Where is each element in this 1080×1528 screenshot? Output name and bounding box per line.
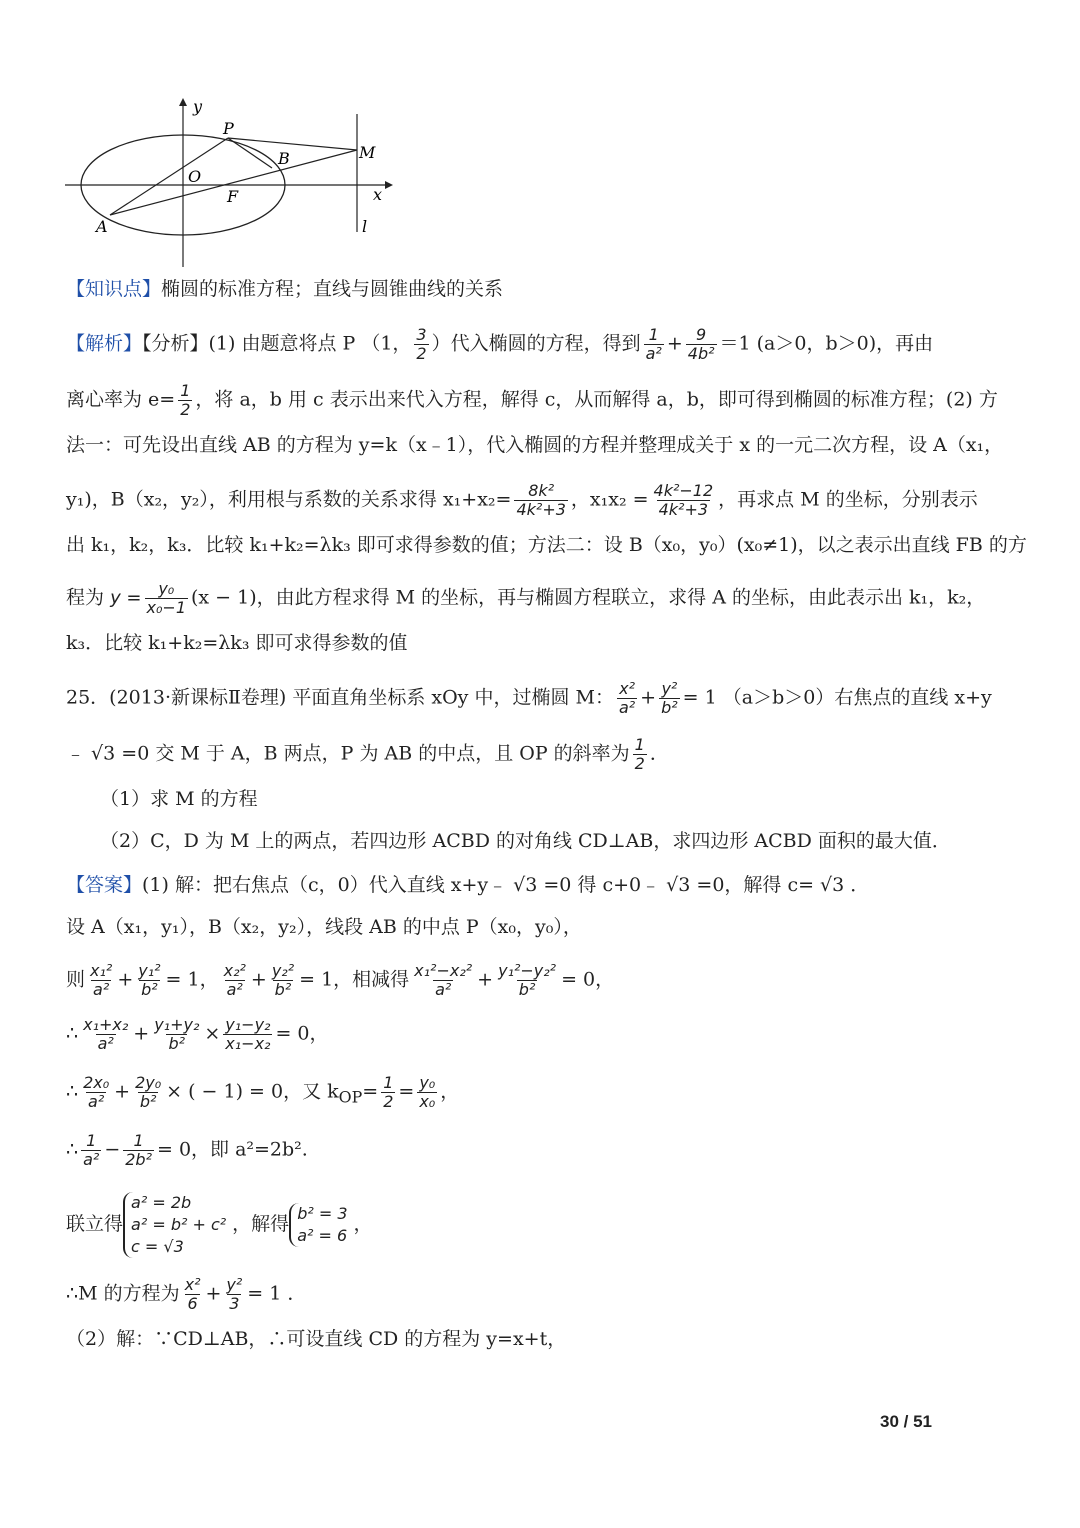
text-run: ， (353, 1213, 373, 1235)
answer-line-2: 设 A（x₁，y₁），B（x₂，y₂），线段 AB 的中点 P（x₀，y₀）， (66, 916, 582, 938)
page-number: 30 / 51 (880, 1412, 932, 1431)
text-run: ， (440, 1080, 460, 1103)
equation-system-2 (289, 1203, 353, 1247)
fraction: $\frac{\text{y²}}{\text{b²}}$ (661, 679, 678, 717)
text-run: y₁)，B（x₂，y₂），利用根与系数的关系求得 x₁+x₂= (66, 488, 512, 511)
answer-line-7 (66, 1192, 373, 1258)
text-run: 程为 (66, 586, 105, 609)
fraction: $\frac{1}{\text{2b²}}$ (125, 1131, 152, 1169)
fraction: $\frac{\text{x²}}{\text{a²}}$ (618, 679, 636, 717)
svg-text:l: l (362, 217, 368, 236)
answer-line-8: ∴M 的方程为 $\frac{\text{x²}}{6}$ + $\frac{\text{y²}}{3}$ = 1 ． (66, 1275, 307, 1313)
answer-line-5: ∴ $\frac{\text{2x₀}}{\text{a²}}$ + $\frac{\text{2y₀}}{\text{b²}}$ × ( − 1) = 0，又 $k_{OP}=$ $\frac{1}{2}$ = $\frac{\text{y₀}}{\text{x₀}}$ ， (66, 1073, 460, 1111)
svg-text:y: y (193, 97, 203, 116)
text-run: 离心率为 e= (66, 388, 176, 411)
text-run: = 1 ． (247, 1282, 307, 1305)
problem-25-line-2 (66, 736, 669, 773)
fraction: $\frac{1}{2}$ (383, 1073, 394, 1111)
equation-row: b² = 3 (297, 1204, 348, 1223)
svg-text:O: O (188, 167, 202, 186)
text-run: = 1 （a＞b＞0）右焦点的直线 x+y (682, 686, 992, 709)
answer-tag: 【答案】 (66, 874, 143, 896)
text-run: ）代入椭圆的方程，得到 (431, 332, 641, 355)
text-run: ，x₁x₂ = (570, 488, 649, 511)
text-run: = (398, 1080, 415, 1103)
text-run: ∴ (66, 1022, 79, 1045)
fraction: $\frac{\text{2x₀}}{\text{a²}}$ (83, 1073, 110, 1111)
svg-text:P: P (223, 119, 234, 138)
fraction: $\frac{\text{y₁−y₂}}{\text{x₁−x₂}}$ (225, 1015, 271, 1053)
fraction: $\frac{\text{y₀}}{\text{x₀}}$ (419, 1073, 436, 1111)
equation-row: a² = 2b (131, 1193, 192, 1212)
fraction: $\frac{\text{y₁²−y₂²}}{\text{b²}}$ (498, 961, 557, 999)
text-run: = 1， (165, 968, 219, 991)
fraction: $\frac{\text{2y₀}}{\text{b²}}$ (135, 1073, 162, 1111)
fraction: $\frac{\text{y₁+y₂}}{\text{b²}}$ (154, 1015, 200, 1053)
text-run: 联立得 (66, 1213, 124, 1235)
question-2: （2）C，D 为 M 上的两点，若四边形 ACBD 的对角线 CD⊥AB，求四边形 ACBD 面积的最大值． (100, 830, 951, 852)
answer-line-4: ∴ $\frac{\text{x₁+x₂}}{\text{a²}}$ + $\frac{\text{y₁+y₂}}{\text{b²}}$ × $\frac{\text{y₁−y₂}}{\text{x₁−x₂}}$ = 0， (66, 1015, 329, 1053)
analysis-line-5: 出 k₁，k₂，k₃．比较 k₁+k₂=λk₃ 即可求得参数的值；方法二：设 B（x₀，y₀）(x₀≠1)，以之表示出直线 FB 的方 (66, 534, 1027, 556)
question-1: （1）求 M 的方程 (100, 788, 258, 810)
fraction: $\frac{\text{y₁²}}{\text{b²}}$ (138, 961, 161, 999)
analysis-line-6: 程为 y = $\frac{\text{y₀}}{\text{x₀−1}}$ (x − 1)，由此方程求得 M 的坐标，再与椭圆方程联立，求得 A 的坐标，由此表示出 k₁，k₂， (66, 579, 986, 617)
fraction: $\frac{9}{\text{4b²}}$ (687, 325, 715, 363)
text-run: ＝1 (a＞0，b＞0)，再由 (719, 332, 934, 355)
equation-row: a² = b² + c² (131, 1215, 227, 1234)
fraction: $\frac{1}{\text{a²}}$ (645, 325, 662, 363)
fraction: $\frac{\text{x₂²}}{\text{a²}}$ (223, 961, 246, 999)
fraction: $\frac{1}{2}$ (634, 735, 645, 773)
text-run: (1) 解：把右焦点（c，0）代入直线 x+y﹣ √3 =0 得 c+0﹣ √3 =0，解得 c= √3 ． (142, 874, 870, 896)
fraction: $\frac{\text{y²}}{3}$ (226, 1275, 243, 1313)
fraction: $\frac{\text{x²}}{6}$ (184, 1275, 201, 1313)
fraction: $\frac{\text{x₁+x₂}}{\text{a²}}$ (83, 1015, 129, 1053)
text-run: × ( − 1) = 0，又 k (166, 1080, 339, 1103)
text-run: = 0，即 a²=2b². (156, 1138, 308, 1161)
fraction: $\frac{\text{x₁²−x₂²}}{\text{a²}}$ (414, 961, 473, 999)
svg-text:x: x (373, 185, 383, 204)
text-run: ，将 a，b 用 c 表示出来代入方程，解得 c，从而解得 a，b，即可得到椭圆的标准方程；(2) 方 (195, 388, 998, 411)
analysis-line-1: 【解析】【分析】(1) 由题意将点 P （1， $\frac{3}{2}$ ）代入椭圆的方程，得到 $\frac{1}{\text{a²}}$ + $\frac{9}{\text{4b²}}$ ＝1 (a＞0，b＞0)，再由 (66, 325, 934, 363)
fraction: $\frac{\text{8k²}}{\text{4k²+3}}$ (516, 481, 566, 519)
svg-text:M: M (359, 143, 376, 162)
analysis-line-3: 法一：可先设出直线 AB 的方程为 y=k（x﹣1），代入椭圆的方程并整理成关于 x 的一元二次方程，设 A（x₁， (66, 434, 1004, 456)
fraction: $\frac{1}{\text{a²}}$ (83, 1131, 100, 1169)
text-run: ∴ (66, 1138, 79, 1161)
fraction: $\frac{3}{2}$ (416, 325, 427, 363)
answer-line-9: （2）解：∵CD⊥AB，∴可设直线 CD 的方程为 y=x+t， (66, 1328, 567, 1350)
fraction: $\frac{\text{y₀}}{\text{x₀−1}}$ (146, 579, 186, 617)
ellipse-figure (60, 92, 400, 272)
equation-row: c = √3 (131, 1237, 184, 1256)
text-run: ∴M 的方程为 (66, 1282, 180, 1305)
text-run: ﹣ √3 =0 交 M 于 A，B 两点，P 为 AB 的中点，且 OP 的斜率为 (66, 742, 630, 765)
text-run: 25．(2013·新课标Ⅱ卷理) 平面直角坐标系 xOy 中，过椭圆 M： (66, 686, 614, 709)
fraction: $\frac{\text{4k²−12}}{\text{4k²+3}}$ (653, 481, 714, 519)
svg-text:F: F (227, 187, 239, 206)
knowledge-point-tag: 【知识点】 (66, 278, 162, 300)
fraction: $\frac{1}{2}$ (180, 381, 191, 419)
answer-line-3: 则 $\frac{\text{x₁²}}{\text{a²}}$ + $\frac{\text{y₁²}}{\text{b²}}$ = 1， $\frac{\text{x₂²}}{\text{a²}}$ + $\frac{\text{y₂²}}{\text{b²}}$ = 1，相减得 $\frac{\text{x₁²−x₂²}}{\text{a²}}$ + $\frac{\text{y₁²−y₂²}}{\text{b²}}$ = 0， (66, 961, 615, 999)
text-run: ∴ (66, 1080, 79, 1103)
analysis-line-4 (66, 482, 978, 519)
text-run: = 0， (275, 1022, 329, 1045)
fraction: $\frac{\text{x₁²}}{\text{a²}}$ (90, 961, 113, 999)
analysis-tag: 【解析】 (66, 332, 143, 355)
analysis-line-2 (66, 382, 998, 419)
text-run: (x − 1)，由此方程求得 M 的坐标，再与椭圆方程联立，求得 A 的坐标，由此表示出 k₁，k₂， (191, 586, 986, 609)
text-run: ，再求点 M 的坐标，分别表示 (718, 488, 978, 511)
fraction: $\frac{\text{y₂²}}{\text{b²}}$ (271, 961, 295, 999)
text-run: ． (649, 742, 669, 765)
answer-line-1 (66, 872, 869, 898)
answer-line-6: ∴ $\frac{1}{\text{a²}}$ − $\frac{1}{\text{2b²}}$ = 0，即 a²=2b². (66, 1131, 308, 1169)
svg-text:B: B (278, 149, 290, 168)
equation-row: a² = 6 (297, 1226, 348, 1245)
text-run: ，解得 (232, 1213, 290, 1235)
text-run: 则 (66, 968, 86, 991)
text-run: = 0， (561, 968, 615, 991)
subscript: OP (338, 1087, 363, 1107)
svg-text:A: A (96, 217, 108, 236)
text-run: = 1，相减得 (299, 968, 410, 991)
problem-25-line-1: 25．(2013·新课标Ⅱ卷理) 平面直角坐标系 xOy 中，过椭圆 M： $\frac{\text{x²}}{\text{a²}}$ + $\frac{\text{y²}}{\text{b²}}$ = 1 （a＞b＞0）右焦点的直线 x+y (66, 679, 992, 717)
text-run: = (362, 1080, 379, 1103)
text-run: 【分析】(1) 由题意将点 P （1， (142, 332, 412, 355)
knowledge-point-text: 椭圆的标准方程；直线与圆锥曲线的关系 (161, 278, 504, 300)
knowledge-point-line (66, 276, 503, 302)
equation-system-1 (123, 1192, 232, 1258)
analysis-line-7: k₃．比较 k₁+k₂=λk₃ 即可求得参数的值 (66, 632, 408, 654)
